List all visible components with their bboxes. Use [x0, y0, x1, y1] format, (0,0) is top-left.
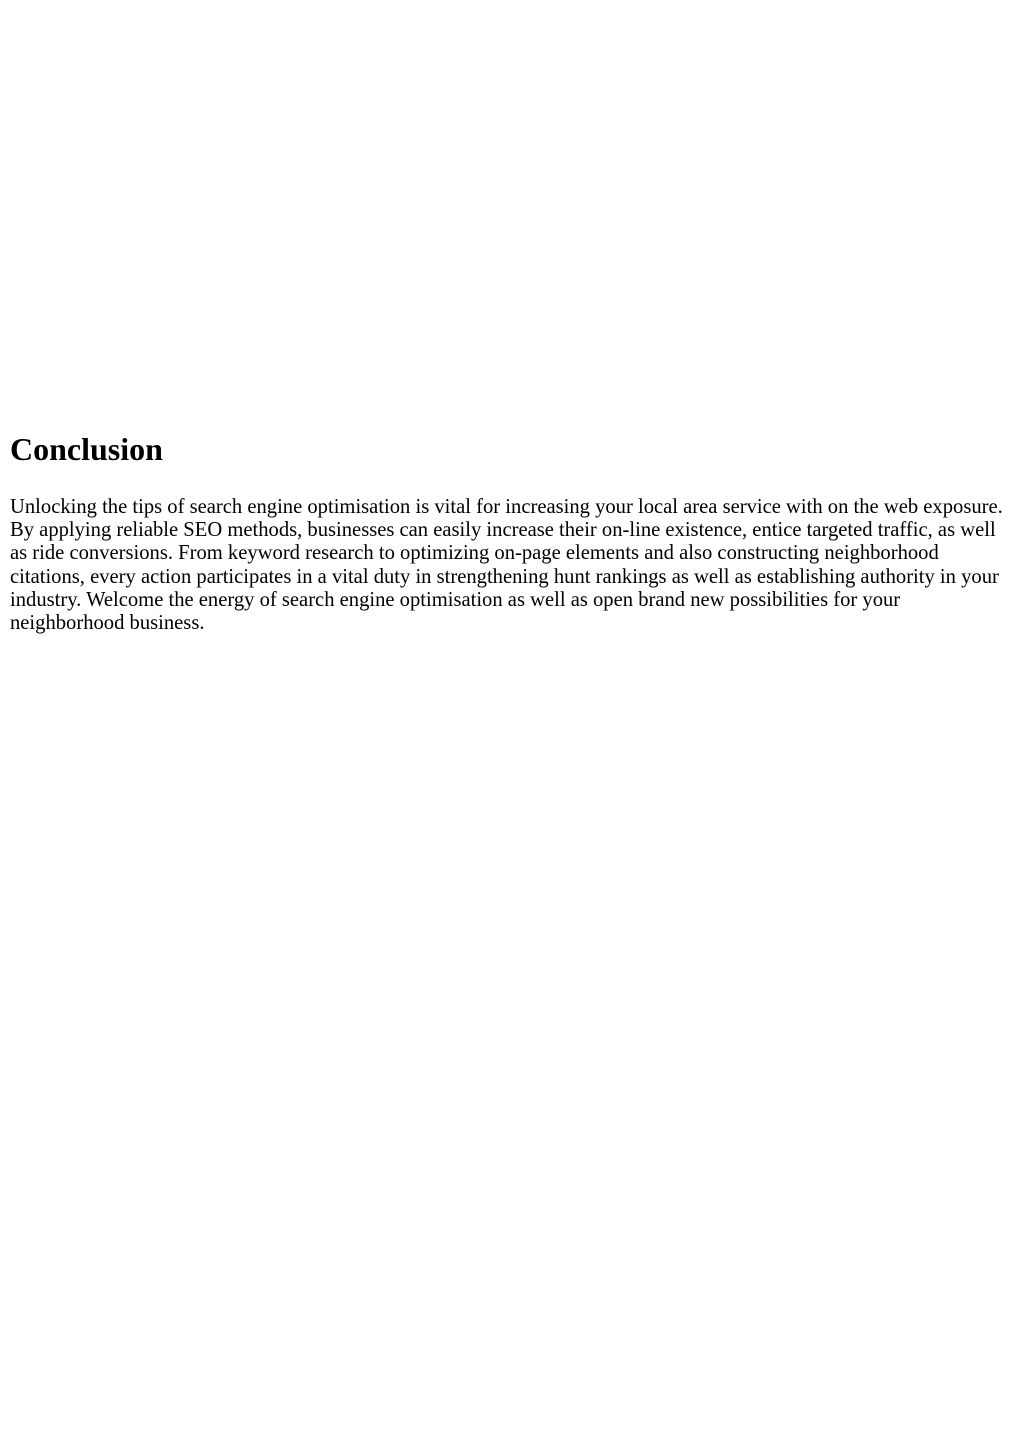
- article-section: [10, 427, 1010, 635]
- section-heading: Conclusion: [10, 431, 163, 467]
- conclusion-paragraph: Unlocking the tips of search engine optimisation is vital for increasing your local area service with on the web exposure. By applying reliable SEO methods, businesses can easily increase their on-line existence, entice targeted traffic, as well as ride conversions. From keyword research to optimizing on-page elements and also constructing neighborhood citations, every action participates in a vital duty in strengthening hunt rankings as well as establishing authority in your industry. Welcome the energy of search engine optimisation as well as open brand new possibilities for your neighborhood business.: [10, 496, 1003, 635]
